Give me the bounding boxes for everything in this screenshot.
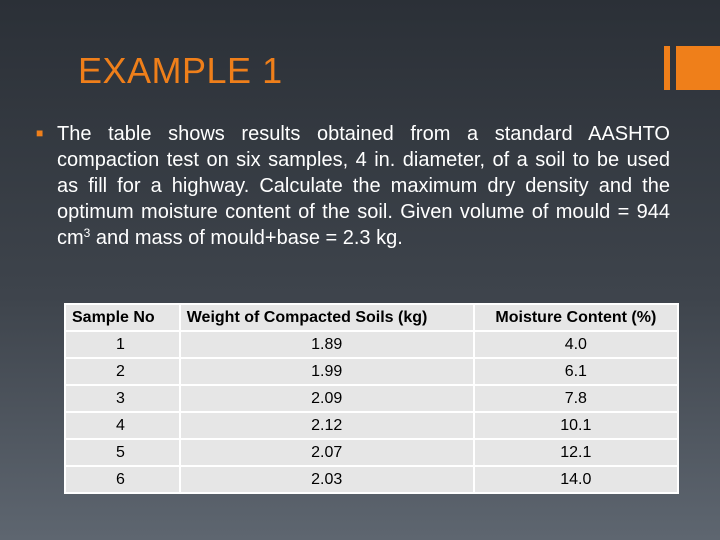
cell-sample-no: 3: [66, 386, 179, 411]
superscript-three: 3: [83, 226, 91, 240]
table-row: [66, 386, 677, 411]
cell-moisture: 12.1: [475, 440, 677, 465]
accent-thin-bar: [664, 46, 670, 90]
cell-moisture: 4.0: [475, 332, 677, 357]
cell-sample-no: 5: [66, 440, 179, 465]
cell-weight: 2.07: [181, 440, 473, 465]
header-moisture: Moisture Content (%): [475, 305, 677, 330]
accent-thick-bar: [676, 46, 720, 90]
cell-moisture: 7.8: [475, 386, 677, 411]
cell-weight: 1.99: [181, 359, 473, 384]
table-row: [66, 440, 677, 465]
header-sample-no: Sample No: [66, 305, 179, 330]
bullet-paragraph: [36, 121, 670, 251]
table-row: [66, 467, 677, 492]
cell-weight: 1.89: [181, 332, 473, 357]
bullet-text-main: The table shows results obtained from a standard AASHTO compaction test on six samples, 4 in. diameter, of a soil to be used as fill for a highway. Calculate the maximum dry density and the optimum moisture content of the soil. Given volume of mould = 944 cm: [57, 123, 670, 249]
cell-sample-no: 4: [66, 413, 179, 438]
cell-sample-no: 2: [66, 359, 179, 384]
bullet-text-end: and mass of mould+base = 2.3 kg.: [90, 227, 403, 249]
slide-title: EXAMPLE 1: [78, 50, 283, 91]
results-table: [64, 303, 679, 494]
cell-sample-no: 1: [66, 332, 179, 357]
cell-sample-no: 6: [66, 467, 179, 492]
table-row: [66, 332, 677, 357]
title-accent-bars: [664, 46, 720, 90]
table-row: [66, 413, 677, 438]
cell-weight: 2.09: [181, 386, 473, 411]
cell-moisture: 6.1: [475, 359, 677, 384]
cell-weight: 2.12: [181, 413, 473, 438]
header-weight: Weight of Compacted Soils (kg): [181, 305, 473, 330]
square-bullet-icon: ■: [36, 126, 44, 140]
cell-weight: 2.03: [181, 467, 473, 492]
cell-moisture: 10.1: [475, 413, 677, 438]
cell-moisture: 14.0: [475, 467, 677, 492]
table-header-row: [66, 305, 677, 330]
table-row: [66, 359, 677, 384]
bullet-text: [57, 121, 670, 251]
